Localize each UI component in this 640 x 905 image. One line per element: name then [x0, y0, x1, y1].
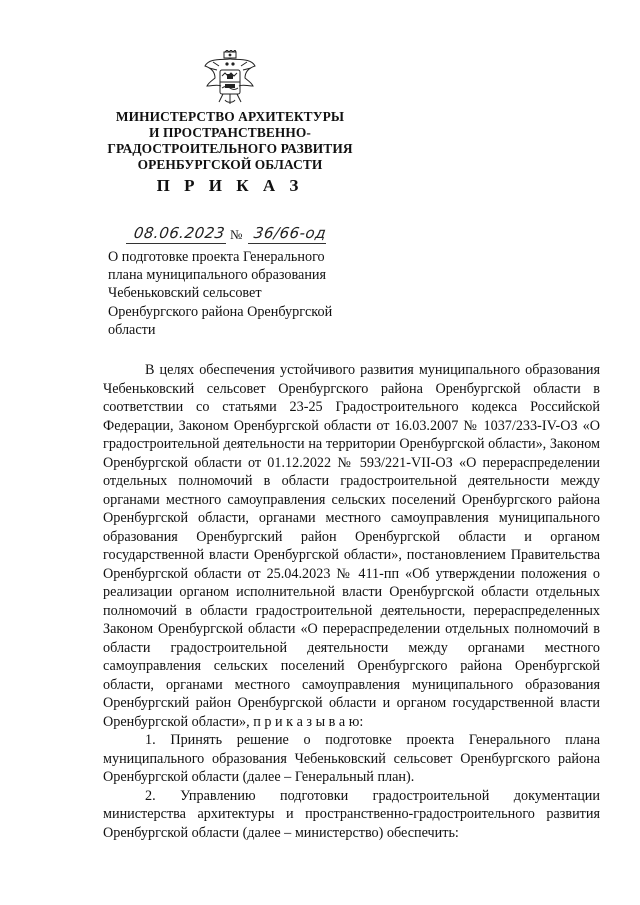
subject-line: области — [108, 321, 156, 338]
coat-of-arms-emblem — [201, 50, 259, 108]
organization-name — [96, 109, 364, 173]
order-subject — [108, 248, 368, 339]
item-2-paragraph: 2. Управлению подготовки градостроительной документации министерства архитектуры и пространственно-градостроительного развития Оренбургской области (далее – министерство) обеспечить: — [103, 787, 600, 841]
preamble-paragraph: В целях обеспечения устойчивого развития муниципального образования Чебеньковский сельсовет Оренбургского района Оренбургской области в соответствии со статьями 23-25 Градостроительного кодекса Российской Федерации, Законом Оренбургской области от 16.03.2007 № 1037/233-IV-ОЗ «О градостроительной деятельности на территории Оренбургской области», Законом Оренбургской области от 01.12.2022 № 593/221-VII-ОЗ «О перераспределении отдельных полномочий в области градостроительной деятельности между органами местного самоуправления сельских поселений Оренбургского района Оренбургской области, органами местного самоуправления муниципального образования Оренбургский район Оренбургской области и органом государственной власти Оренбургской области», постановлением Правительства Оренбургской области от 25.04.2023 № 411-пп «Об утверждении положения о реализации органом исполнительной власти Оренбургской области отдельных полномочий в области градостроительной деятельности, перераспределенных Законом Оренбургской области «О перераспределении отдельных полномочий в области градостроительной деятельности между органами местного самоуправления сельских поселений Оренбургского района Оренбургской области, органами местного самоуправления муниципального образования Оренбургский район Оренбургской области и органом государственной власти Оренбургской области», п р и к а з ы в а ю: — [103, 362, 600, 730]
org-line: ОРЕНБУРГСКОЙ ОБЛАСТИ — [137, 157, 323, 172]
order-number: 36/66-од — [252, 224, 328, 242]
number-underline — [248, 243, 326, 244]
subject-line: О подготовке проекта Генерального — [108, 249, 325, 265]
document-type-title: П Р И К А З — [156, 176, 304, 195]
date-underline — [126, 243, 226, 244]
subject-line: плана муниципального образования — [108, 267, 327, 284]
org-line: И ПРОСТРАНСТВЕННО- — [149, 125, 311, 140]
org-line: МИНИСТЕРСТВО АРХИТЕКТУРЫ — [115, 109, 345, 124]
org-line: ГРАДОСТРОИТЕЛЬНОГО РАЗВИТИЯ — [107, 141, 353, 156]
subject-line: Оренбургского района Оренбургской — [108, 303, 333, 320]
number-sign: № — [230, 227, 243, 242]
order-body — [103, 361, 600, 842]
order-date: 08.06.2023 — [132, 224, 227, 242]
order-date-number-line — [96, 224, 336, 248]
subject-line: Чебеньковский сельсовет — [108, 285, 262, 302]
item-1-paragraph: 1. Принять решение о подготовке проекта Генерального плана муниципального образования Чебеньковский сельсовет Оренбургского района Оренбургской области (далее – Генеральный план). — [103, 732, 600, 785]
